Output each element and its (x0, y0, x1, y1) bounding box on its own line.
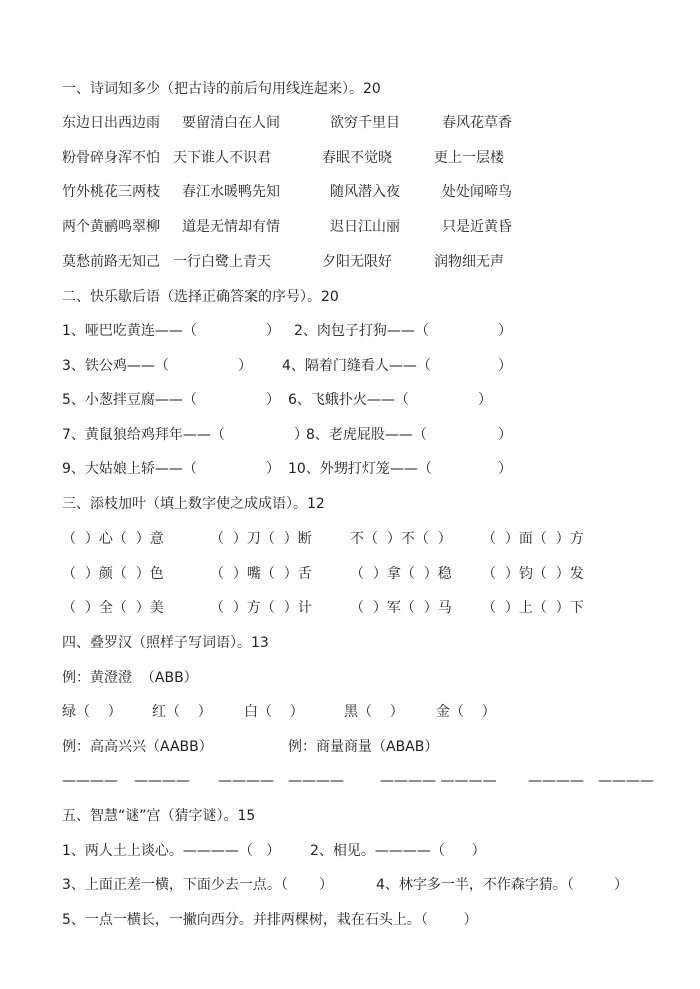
close-paren: ） (266, 323, 280, 339)
close-paren: ） (498, 461, 512, 477)
xiehouyu-prompt: 7、黄鼠狼给鸡拜年——（ (62, 427, 225, 443)
xiehouyu-prompt: 9、大姑娘上轿——（ (62, 461, 197, 477)
example-abb: 例：黄澄澄 （ABB） (62, 670, 198, 686)
color-blank: 白（ ） (244, 704, 304, 720)
close-paren: ） (266, 461, 280, 477)
xiehouyu-prompt: 2、肉包子打狗——（ (294, 323, 429, 339)
poem-line: 润物细无声 (434, 254, 504, 270)
close-paren: ） (294, 427, 308, 443)
close-paren: ） (266, 392, 280, 408)
idiom-blank: 不（ ）不（ ） (350, 531, 452, 547)
xiehouyu-prompt: 8、老虎屁股——（ (306, 427, 427, 443)
character-riddle: 4、林字多一半，不作森字猜。（ ） (376, 877, 628, 893)
poem-line: 春眠不觉晓 (322, 150, 392, 166)
character-riddle: 5、一点一横长，一撇向西分。并排两棵树，栽在石头上。（ ） (62, 912, 478, 928)
color-blank: 红（ ） (152, 704, 212, 720)
poem-line: 两个黄鹂鸣翠柳 (62, 219, 160, 235)
color-blank: 黑（ ） (344, 704, 404, 720)
color-blank: 绿（ ） (62, 704, 122, 720)
idiom-blank: （ ）方（ ）计 (210, 600, 312, 616)
idiom-blank: （ ）军（ ）马 (350, 600, 452, 616)
answer-dashes: ———— (218, 773, 274, 789)
xiehouyu-prompt: 3、铁公鸡——（ (62, 358, 169, 374)
poem-line: 莫愁前路无知己 (62, 254, 160, 270)
color-blank: 金（ ） (436, 704, 496, 720)
answer-dashes: ———— (62, 773, 118, 789)
idiom-blank: （ ）心（ ）意 (62, 531, 164, 547)
answer-dashes: ———— (528, 773, 584, 789)
section-3-title: 三、添枝加叶（填上数字使之成成语）。12 (62, 496, 325, 512)
close-paren: ） (498, 323, 512, 339)
idiom-blank: （ ）面（ ）方 (482, 531, 584, 547)
idiom-blank: （ ）钧（ ）发 (482, 566, 584, 582)
idiom-blank: （ ）刀（ ）断 (210, 531, 312, 547)
poem-line: 东边日出西边雨 (62, 115, 160, 131)
section-1-title: 一、诗词知多少（把古诗的前后句用线连起来）。20 (62, 81, 381, 97)
xiehouyu-prompt: 4、隔着门缝看人——（ (282, 358, 431, 374)
idiom-blank: （ ）上（ ）下 (482, 600, 584, 616)
xiehouyu-prompt: 10、外甥打灯笼——（ (288, 461, 432, 477)
idiom-blank: （ ）嘴（ ）舌 (210, 566, 312, 582)
close-paren: ） (498, 358, 512, 374)
character-riddle: 1、两人土上谈心。————（ ） (62, 843, 281, 859)
section-4-title: 四、叠罗汉（照样子写词语）。13 (62, 635, 269, 651)
poem-line: 夕阳无限好 (322, 254, 392, 270)
poem-line: 处处闻啼鸟 (442, 184, 512, 200)
idiom-blank: （ ）全（ ）美 (62, 600, 164, 616)
xiehouyu-prompt: 1、哑巴吃黄连——（ (62, 323, 197, 339)
character-riddle: 2、相见。————（ ） (310, 843, 486, 859)
close-paren: ） (238, 358, 252, 374)
example-abab: 例：商量商量（ABAB） (288, 739, 439, 755)
poem-line: 更上一层楼 (434, 150, 504, 166)
poem-line: 随风潜入夜 (330, 184, 400, 200)
poem-line: 一行白鹭上青天 (173, 254, 271, 270)
answer-dashes: ———— (288, 773, 344, 789)
poem-line: 要留清白在人间 (182, 115, 280, 131)
poem-line: 道是无情却有情 (182, 219, 280, 235)
answer-dashes: ———— (598, 773, 654, 789)
poem-line: 只是近黄昏 (442, 219, 512, 235)
poem-line: 竹外桃花三两枝 (62, 184, 160, 200)
poem-line: 春江水暖鸭先知 (182, 184, 280, 200)
xiehouyu-prompt: 6、飞蛾扑火——（ (288, 392, 409, 408)
answer-dashes: ———— (134, 773, 190, 789)
poem-line: 迟日江山丽 (330, 219, 400, 235)
section-5-title: 五、智慧“谜”宫（猜字谜）。15 (62, 808, 256, 824)
character-riddle: 3、上面正差一横，下面少去一点。（ ） (62, 877, 334, 893)
xiehouyu-prompt: 5、小葱拌豆腐——（ (62, 392, 197, 408)
section-2-title: 二、快乐歇后语（选择正确答案的序号）。20 (62, 289, 339, 305)
close-paren: ） (498, 427, 512, 443)
idiom-blank: （ ）拿（ ）稳 (350, 566, 452, 582)
poem-line: 欲穷千里目 (330, 115, 400, 131)
close-paren: ） (478, 392, 492, 408)
poem-line: 粉骨碎身浑不怕 (62, 150, 160, 166)
example-aabb: 例：高高兴兴（AABB） (62, 739, 213, 755)
idiom-blank: （ ）颜（ ）色 (62, 566, 164, 582)
poem-line: 春风花草香 (442, 115, 512, 131)
answer-dashes: ———— ———— (380, 773, 497, 789)
poem-line: 天下谁人不识君 (173, 150, 271, 166)
